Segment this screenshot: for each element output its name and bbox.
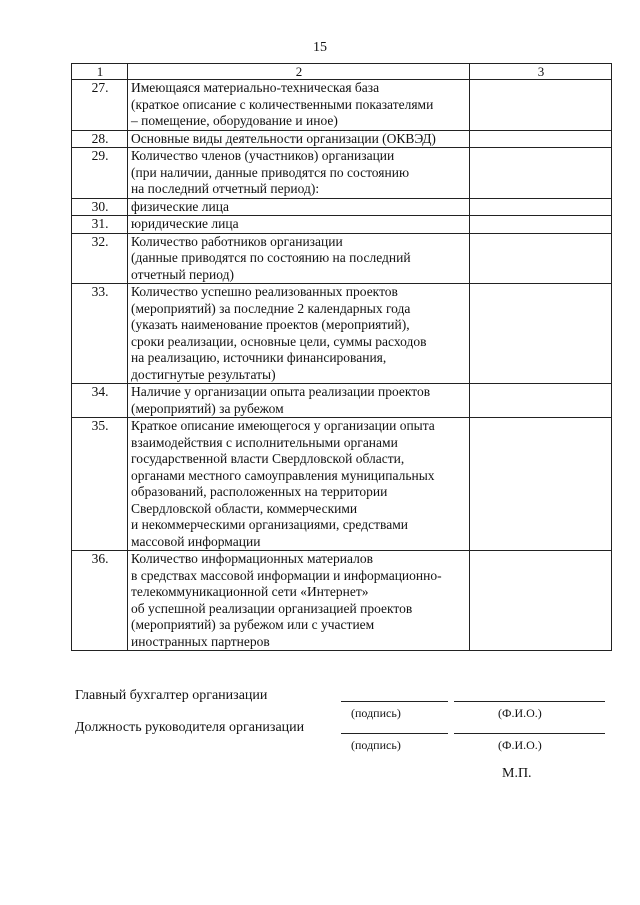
row-number: 35. — [72, 418, 128, 551]
page-number: 15 — [313, 40, 327, 55]
director-name-line[interactable] — [454, 733, 605, 734]
stamp-label: М.П. — [502, 766, 532, 781]
description-line: Количество членов (участников) организации — [131, 148, 395, 163]
description-line: в средствах массовой информации и информационно- — [131, 567, 442, 583]
row-description — [128, 80, 470, 131]
description-line: Количество информационных материалов — [131, 551, 373, 566]
description-line: Количество успешно реализованных проектов — [131, 284, 398, 299]
row-value-cell[interactable] — [470, 418, 612, 551]
table-row — [72, 148, 612, 199]
description-line: образований, расположенных на территории — [131, 484, 388, 499]
row-value-cell[interactable] — [470, 233, 612, 284]
table-row — [72, 233, 612, 284]
description-line: сроки реализации, основные цели, суммы расходов — [131, 333, 427, 349]
row-number: 33. — [72, 284, 128, 384]
row-description — [128, 551, 470, 651]
row-value-cell[interactable] — [470, 384, 612, 418]
column-header-value: 3 — [470, 64, 612, 80]
row-description — [128, 198, 470, 216]
description-line: достигнутые результаты) — [131, 366, 276, 382]
director-signature-line[interactable] — [341, 733, 448, 734]
table-row — [72, 216, 612, 234]
description-line: государственной власти Свердловской области, — [131, 451, 405, 466]
row-description — [128, 130, 470, 148]
description-line: отчетный период) — [131, 266, 234, 282]
row-number: 32. — [72, 233, 128, 284]
description-line: на реализацию, источники финансирования, — [131, 350, 387, 365]
row-number: 27. — [72, 80, 128, 131]
table-row — [72, 130, 612, 148]
table-row — [72, 384, 612, 418]
description-line: – помещение, оборудование и иное) — [131, 113, 338, 128]
description-line: Имеющаяся материально-техническая база — [131, 80, 380, 95]
row-value-cell[interactable] — [470, 284, 612, 384]
column-header-description: 2 — [128, 64, 470, 80]
row-number: 34. — [72, 384, 128, 418]
row-description — [128, 418, 470, 551]
row-number: 29. — [72, 148, 128, 199]
director-signature-caption: (подпись) — [351, 738, 401, 752]
row-value-cell[interactable] — [470, 551, 612, 651]
accountant-signature-line[interactable] — [341, 701, 448, 702]
accountant-signature-caption: (подпись) — [351, 706, 401, 720]
description-line: (данные приводятся по состоянию на последний — [131, 250, 411, 265]
table-row — [72, 551, 612, 651]
description-line: Наличие у организации опыта реализации проектов — [131, 384, 431, 399]
table-row — [72, 284, 612, 384]
accountant-label: Главный бухгалтер организации — [75, 688, 268, 703]
row-value-cell[interactable] — [470, 216, 612, 234]
description-line: юридические лица — [131, 216, 239, 231]
row-value-cell[interactable] — [470, 148, 612, 199]
row-number: 36. — [72, 551, 128, 651]
table-header-row — [72, 64, 612, 80]
row-description — [128, 216, 470, 234]
description-line: (при наличии, данные приводятся по состоянию — [131, 164, 410, 180]
description-line: (мероприятий) за последние 2 календарных года — [131, 300, 411, 316]
row-value-cell[interactable] — [470, 130, 612, 148]
description-line: иностранных партнеров — [131, 633, 270, 649]
description-line: Количество работников организации — [131, 233, 343, 249]
row-description — [128, 148, 470, 199]
row-value-cell[interactable] — [470, 80, 612, 131]
director-label: Должность руководителя организации — [75, 720, 305, 735]
row-number: 30. — [72, 198, 128, 216]
director-name-caption: (Ф.И.О.) — [498, 738, 542, 752]
row-description — [128, 284, 470, 384]
description-line: и некоммерческими организациями, средствами — [131, 517, 408, 532]
table-row — [72, 80, 612, 131]
table-row — [72, 198, 612, 216]
row-number: 31. — [72, 216, 128, 234]
description-line: на последний отчетный период): — [131, 181, 320, 196]
description-line: взаимодействия с исполнительными органами — [131, 434, 398, 450]
row-value-cell[interactable] — [470, 198, 612, 216]
description-line: (краткое описание с количественными показателями — [131, 96, 434, 112]
description-line: телекоммуникационной сети «Интернет» — [131, 584, 369, 599]
description-line: массовой информации — [131, 533, 261, 549]
row-description — [128, 233, 470, 284]
description-line: Краткое описание имеющегося у организации опыта — [131, 418, 435, 433]
description-line: Свердловской области, коммерческими — [131, 500, 358, 516]
table-row — [72, 418, 612, 551]
description-line: (мероприятий) за рубежом или с участием — [131, 617, 375, 632]
accountant-name-caption: (Ф.И.О.) — [498, 706, 542, 720]
description-line: Основные виды деятельности организации (ОКВЭД) — [131, 130, 436, 146]
row-description — [128, 384, 470, 418]
description-line: физические лица — [131, 198, 229, 214]
row-number: 28. — [72, 130, 128, 148]
column-header-number: 1 — [72, 64, 128, 80]
description-line: об успешной реализации организацией проектов — [131, 600, 413, 616]
accountant-name-line[interactable] — [454, 701, 605, 702]
description-line: органами местного самоуправления муниципальных — [131, 467, 435, 483]
form-table — [71, 63, 612, 651]
description-line: (указать наименование проектов (мероприятий), — [131, 317, 410, 332]
description-line: (мероприятий) за рубежом — [131, 400, 284, 416]
